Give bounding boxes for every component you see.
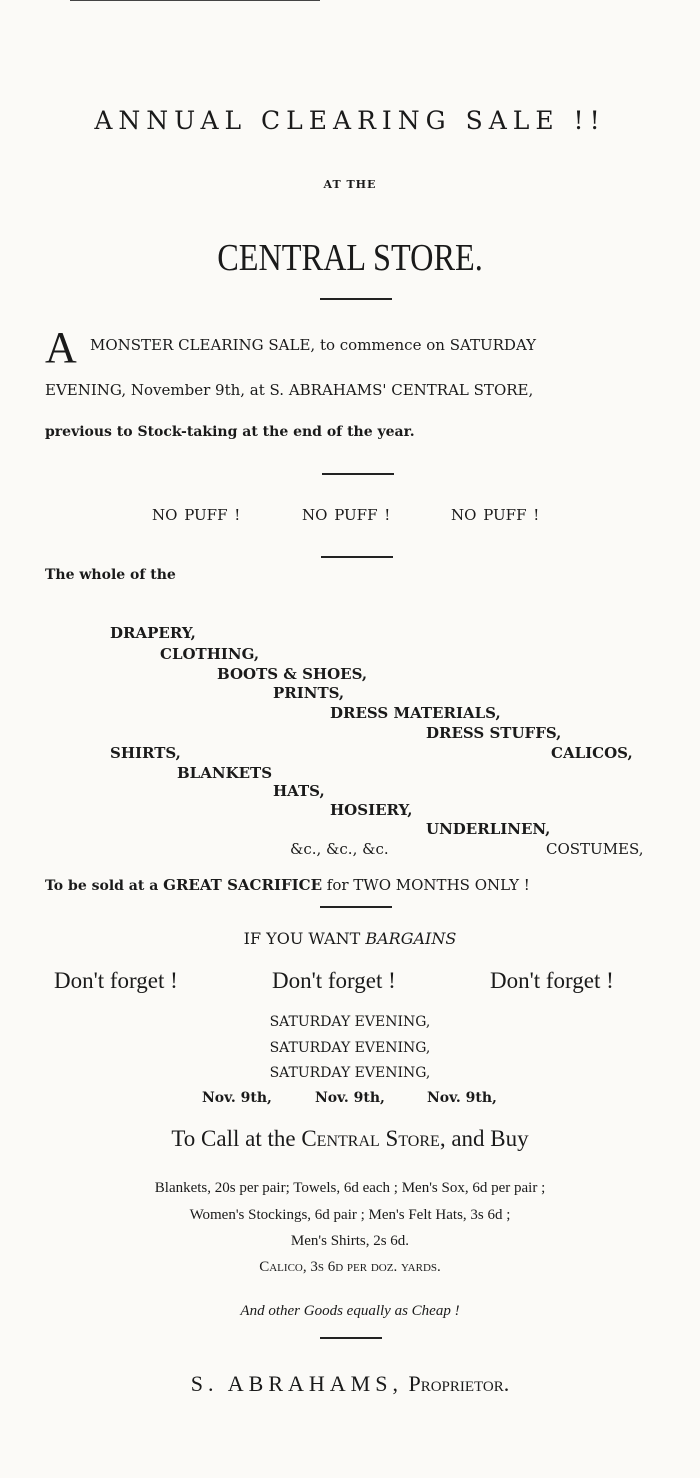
no-puff-text: NO PUFF ! [152,506,241,524]
sacrifice-emphasis: GREAT SACRIFICE [163,876,322,894]
price-line: Women's Stockings, 6d pair ; Men's Felt Hats, 3s 6d ; [189,1207,511,1223]
sacrifice-line [45,876,530,894]
intro-line-1: MONSTER CLEARING SALE, to commence on SATURDAY [90,336,537,354]
goods-item: &c., &c., &c. [290,840,389,858]
whole-of-the-label: The whole of the [45,567,176,583]
goods-item: CLOTHING, [160,645,260,663]
divider-rule [322,473,394,475]
proprietor-line [0,1371,700,1397]
divider-rule [320,298,392,300]
bargains-line [0,929,700,948]
call-store: Central Store [301,1126,440,1151]
sacrifice-prefix: To be sold at a [45,878,164,894]
no-puff-text: NO PUFF ! [451,506,540,524]
goods-item: UNDERLINEN, [426,820,551,838]
price-line: Blankets, 20s per pair; Towels, 6d each ; Men's Sox, 6d per pair ; [154,1180,546,1196]
proprietor-title: Proprietor. [408,1371,510,1396]
intro-line-2: EVENING, November 9th, at S. ABRAHAMS' CENTRAL STORE, [45,381,534,399]
sacrifice-suffix: for TWO MONTHS ONLY ! [322,876,530,894]
goods-item: BOOTS & SHOES, [217,665,368,683]
saturday-evening-text: SATURDAY EVENING, [269,1014,431,1030]
goods-item: DRAPERY, [110,624,196,642]
goods-item: CALICOS, [551,744,633,762]
dont-forget-text: Don't forget ! [272,968,396,993]
nov-date-text: Nov. 9th, [427,1090,497,1106]
bargains-emphasis: BARGAINS [365,929,457,948]
saturday-evening-text: SATURDAY EVENING, [269,1065,431,1081]
goods-item: SHIRTS, [110,744,181,762]
at-the-label: AT THE [323,178,377,191]
intro-line-3: previous to Stock-taking at the end of the year. [45,424,415,440]
divider-rule [321,556,393,558]
goods-item: HOSIERY, [330,801,413,819]
goods-item: COSTUMES, [546,840,644,858]
dont-forget-text: Don't forget ! [54,968,178,993]
drop-cap: A [45,323,77,372]
saturday-evening-text: SATURDAY EVENING, [269,1040,431,1056]
store-name: CENTRAL STORE. [217,237,483,279]
bargains-prefix: IF YOU WANT [243,929,366,948]
call-prefix: To Call at the [171,1126,302,1151]
top-border-line [70,0,320,1]
divider-rule [320,1337,382,1339]
divider-rule [320,906,392,908]
proprietor-name: S. ABRAHAMS, [190,1371,403,1396]
sale-title: ANNUAL CLEARING SALE !! [94,106,606,135]
price-line: Men's Shirts, 2s 6d. [290,1233,410,1249]
goods-item: BLANKETS [177,764,273,782]
dont-forget-text: Don't forget ! [490,968,614,993]
goods-item: PRINTS, [273,684,345,702]
nov-date-text: Nov. 9th, [315,1090,385,1106]
nov-date-text: Nov. 9th, [202,1090,272,1106]
goods-item: DRESS MATERIALS, [330,704,501,722]
call-suffix: , and Buy [439,1126,529,1151]
goods-item: HATS, [273,782,325,800]
cheap-line: And other Goods equally as Cheap ! [240,1303,460,1319]
goods-item: DRESS STUFFS, [426,724,562,742]
no-puff-text: NO PUFF ! [302,506,391,524]
price-line: Calico, 3s 6d per doz. yards. [259,1259,441,1275]
call-line [0,1126,700,1152]
